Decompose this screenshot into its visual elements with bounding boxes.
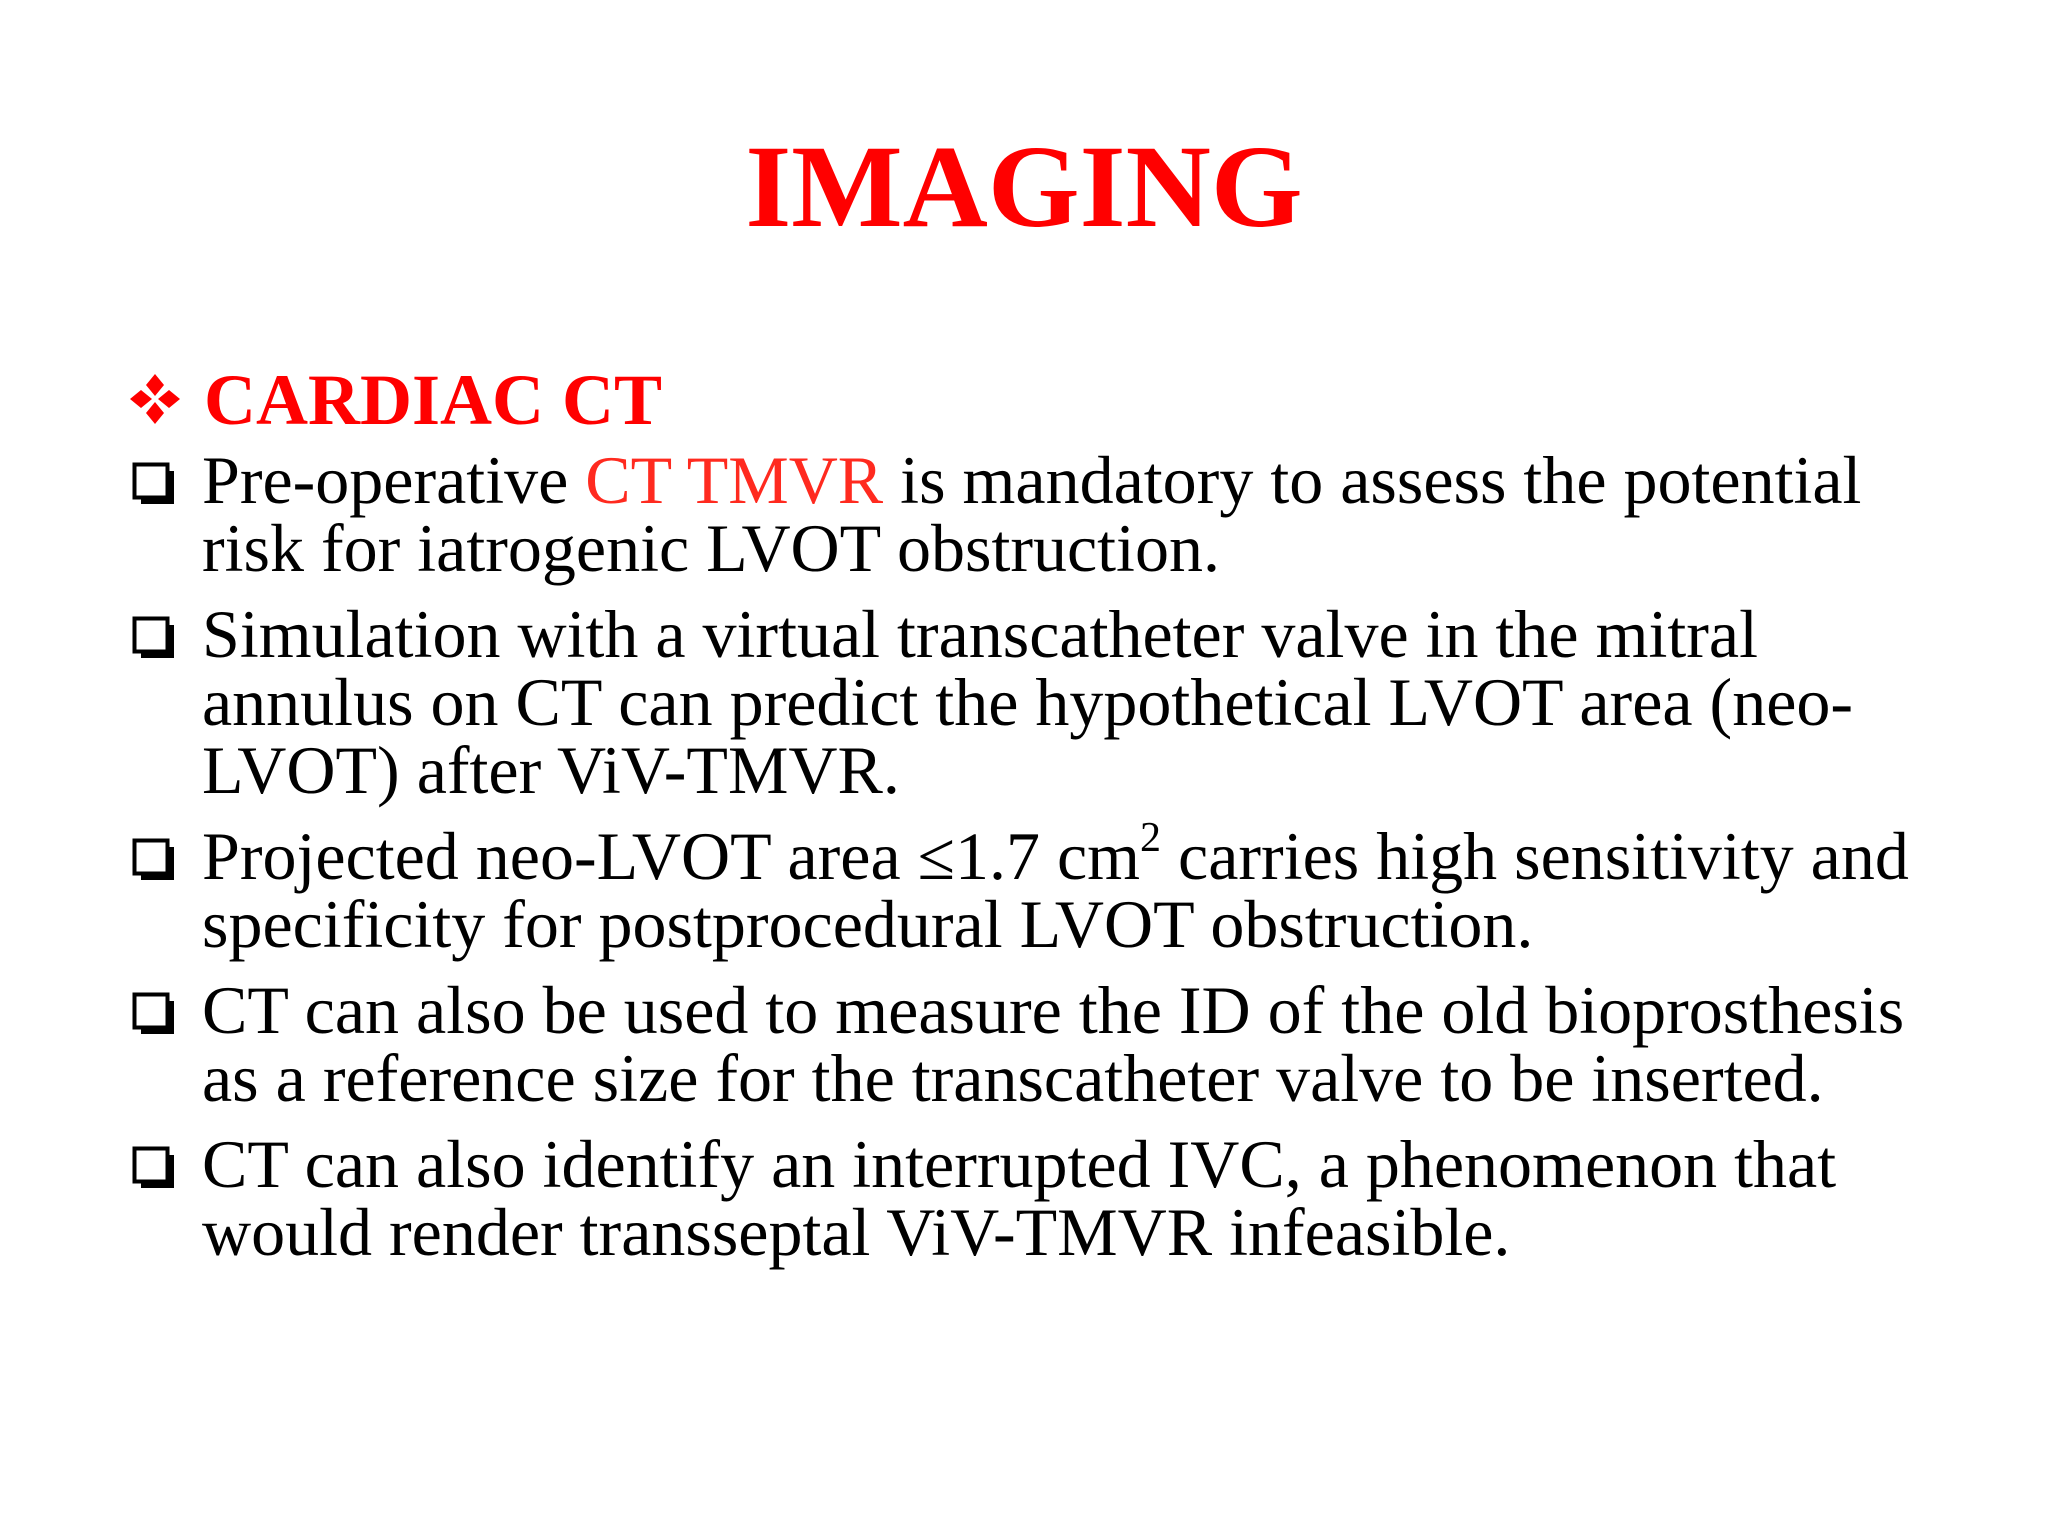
checkbox-square-icon	[132, 1146, 176, 1190]
bullet-item-4	[128, 972, 1948, 1116]
section-heading	[128, 360, 663, 440]
slide-title: IMAGING	[745, 121, 1303, 252]
bullet-5-text: CT can also identify an interrupted IVC, a phenomenon that would render transseptal ViV-TMVR infeasible.	[202, 1126, 1837, 1270]
checkbox-square-icon	[132, 616, 176, 660]
bullet-1-highlight: CT TMVR	[585, 442, 884, 518]
bullet-3-superscript: 2	[1140, 815, 1162, 861]
bullet-item-5	[128, 1126, 1948, 1270]
bullet-2-text: Simulation with a virtual transcatheter valve in the mitral annulus on CT can predict the hypothetical LVOT area (neo-LVOT) after ViV-TMVR.	[202, 596, 1854, 808]
checkbox-square-icon	[132, 992, 176, 1036]
bullet-3-text-end: carries high sensitivity and specificity for postprocedural LVOT obstruction.	[202, 818, 1909, 962]
bullet-3-text-start: Projected neo-LVOT area ≤1.7 cm	[202, 818, 1141, 894]
checkbox-square-icon	[132, 838, 176, 882]
section-heading-label: CARDIAC CT	[204, 360, 663, 440]
bullet-1-text-end: is mandatory to assess the potential risk for iatrogenic LVOT obstruction.	[202, 442, 1862, 586]
bullet-4-text: CT can also be used to measure the ID of the old bioprosthesis as a reference size for the transcatheter valve to be inserted.	[202, 972, 1905, 1116]
bullet-1-text-start: Pre-operative	[202, 442, 586, 518]
bullet-list	[128, 442, 1948, 1284]
four-diamond-ornament-icon	[128, 372, 182, 426]
bullet-item-1	[128, 442, 1948, 586]
checkbox-square-icon	[132, 462, 176, 506]
bullet-item-2	[128, 596, 1948, 808]
bullet-item-3	[128, 815, 1948, 962]
